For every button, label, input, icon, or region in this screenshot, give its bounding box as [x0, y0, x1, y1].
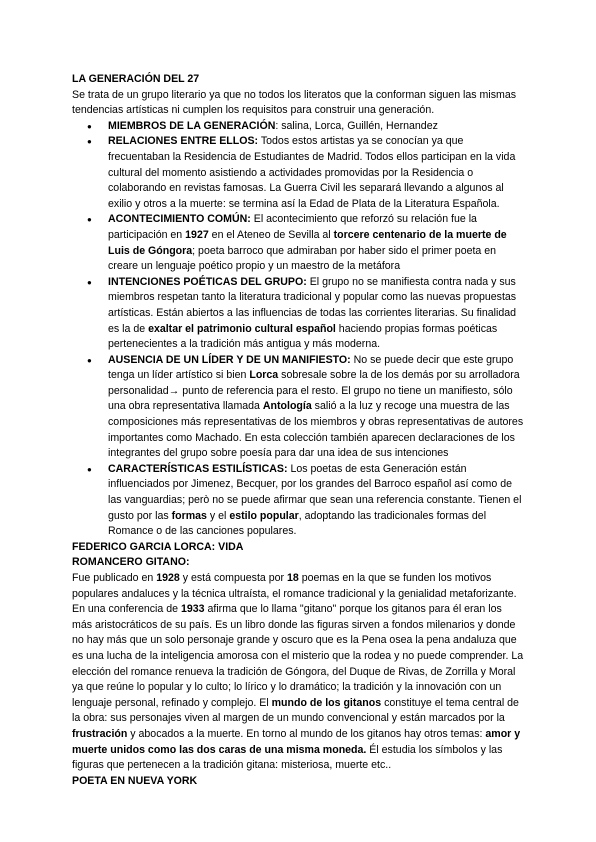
bullet-item-caracteristicas: [72, 462, 524, 540]
bold-text: 1928: [156, 572, 180, 584]
body-text: afirma que lo llama "gitano" porque los gitanos para él eran los más aristocráticos de su país. Es un libro donde las figuras sirven a fondos milenarios y donde no hay más que un solo personaje grande y oscuro que es la Pena osea la pena andaluza que es una lucha de la inteligencia amorosa con el misterio que la rodea y no puede comprender. La elección del romance renueva la tradición de Góngora, del Duque de Rivas, de Zorrilla y Moral ya que reúne lo popular y lo culto; lo lírico y lo dramático; la tradición y la innovación con un lenguaje personal, refinado y complejo. El: [72, 603, 524, 709]
bold-text: torcere centenario de la muerte de Luis de Góngora: [108, 228, 507, 257]
bold-text: 18: [286, 572, 299, 584]
generacion-intro-paragraph: Se trata de un grupo literario ya que no todos los literatos que la conforman siguen las mismas tendencias artísticas ni cumplen los requisitos para construir una generación.: [72, 88, 517, 117]
generacion-bullet-list: [72, 119, 524, 540]
bold-text: 1933: [180, 603, 205, 616]
bullet-icon: ●: [87, 464, 92, 474]
bullet-icon: ●: [87, 137, 92, 147]
body-text: y está compuesta por: [179, 572, 287, 584]
bullet-text: : salina, Lorca, Guillén, Hernandez: [275, 119, 438, 132]
bold-text: Lorca: [249, 369, 279, 382]
bold-text: frustración: [72, 727, 128, 740]
bullet-text: Todos estos artistas ya se conocían ya que frecuentaban la Residencia de Estudiantes de Madrid. Todos ellos participan en la vida cultural del momento asistiendo a actividades promovidas por la Residencia o colaborando en revistas famosas. La Guerra Civil les separará llevando a algunos al exilio y otros a la muerte: se termina así la Edad de Plata de la Literatura Española.: [108, 135, 516, 210]
bullet-item-relaciones: [72, 134, 524, 212]
section-title-lorca: FEDERICO GARCIA LORCA: VIDA: [72, 540, 244, 553]
bullet-text: salió a la luz y recoge una muestra de las composiciones más representativas de los miembros y obras representativas de autores importantes como Machado. En esta colección también aparecen declaraciones de los integrantes del grupo sobre poesía para dar una idea de sus intenciones: [108, 400, 524, 460]
body-text: poemas en la que se funden los motivos populares andaluces y la técnica ultraísta, el romance tradicional y la genialidad metaforizante. En una conferencia de: [72, 572, 517, 616]
bold-text: estilo popular: [229, 509, 299, 522]
section-title-romancero: ROMANCERO GITANO:: [72, 556, 190, 569]
bullet-label: CARACTERÍSTICAS ESTILÍSTICAS:: [108, 462, 288, 475]
document-page: [72, 72, 524, 789]
bullet-icon: ●: [87, 215, 92, 225]
bullet-text: y el: [206, 509, 230, 522]
bullet-text: Los poetas de esta Generación están influenciados por Jimenez, Becquer, por los grandes del Barroco español así como de las vanguardias; però no se puede afirmar que sean una referencia constante. Tienen el gusto por las: [108, 462, 522, 522]
bullet-text: No se puede decir que este grupo tenga un líder artístico si bien: [108, 353, 514, 382]
bold-text: Antología: [262, 400, 312, 413]
bullet-text: sobresale sobre la de los demás por su arrolladora personalidad→ punto de referencia para el resto. El grupo no tiene un manifiesto, sólo una obra representativa llamada: [108, 369, 520, 413]
bullet-label: MIEMBROS DE LA GENERACIÓN: [108, 119, 276, 132]
bullet-item-ausencia: [72, 353, 524, 462]
bold-text: amor y muerte unidos como las dos caras de una misma moneda.: [72, 727, 521, 756]
body-text: y abocados a la muerte. En torno al mundo de los gitanos hay otros temas:: [127, 727, 486, 740]
bold-text: mundo de los gitanos: [271, 696, 382, 709]
bullet-label: RELACIONES ENTRE ELLOS:: [108, 135, 259, 148]
bullet-label: ACONTECIMIENTO COMÚN:: [108, 213, 251, 226]
romancero-paragraph: [72, 571, 524, 774]
bullet-text: ; poeta barroco que admiraban por haber sido el primer poeta en creare un lenguaje poético propio y un maestro de la metáfora: [108, 244, 497, 273]
bullet-icon: ●: [87, 277, 92, 287]
bold-text: 1927: [185, 228, 209, 241]
bullet-text: haciendo propias formas poéticas pertenecientes a la tradición más antigua y más moderna.: [108, 322, 498, 351]
section-title-generacion: LA GENERACIÓN DEL 27: [72, 73, 200, 85]
bullet-item-acontecimiento: [72, 212, 524, 274]
bullet-item-miembros: [72, 119, 524, 135]
bullet-icon: ●: [87, 355, 92, 365]
bullet-icon: ●: [87, 121, 92, 131]
body-text: constituye el tema central de la obra: sus personajes viven al margen de un mundo convencional y están marcados por la: [72, 696, 519, 725]
section-title-poeta: POETA EN NUEVA YORK: [72, 774, 198, 787]
bullet-text: en el Ateneo de Sevilla al: [208, 228, 334, 241]
bullet-text: El acontecimiento que reforzó su relación fue la participación en: [108, 213, 477, 241]
bullet-label: AUSENCIA DE UN LÍDER Y DE UN MANIFIESTO:: [108, 353, 351, 366]
bullet-item-intenciones: [72, 275, 524, 353]
bold-text: exaltar el patrimonio cultural español: [148, 322, 336, 335]
body-text: Fue publicado en: [72, 572, 157, 584]
bullet-text: El grupo no se manifiesta contra nada y sus miembros respetan tanto la literatura tradicional y popular como las nuevas propuestas artísticas. Están abiertos a las influencias de todas las corrientes literarias. Su finalidad es la de: [108, 275, 517, 335]
bold-text: formas: [171, 509, 207, 522]
bullet-label: INTENCIONES POÉTICAS DEL GRUPO:: [108, 275, 307, 288]
body-text: Él estudia los símbolos y las figuras que pertenecen a la tradición gitana: misteriosa, muerte etc..: [72, 743, 503, 772]
bullet-text: , adoptando las tradicionales formas del Romance o de las canciones populares.: [108, 509, 487, 538]
